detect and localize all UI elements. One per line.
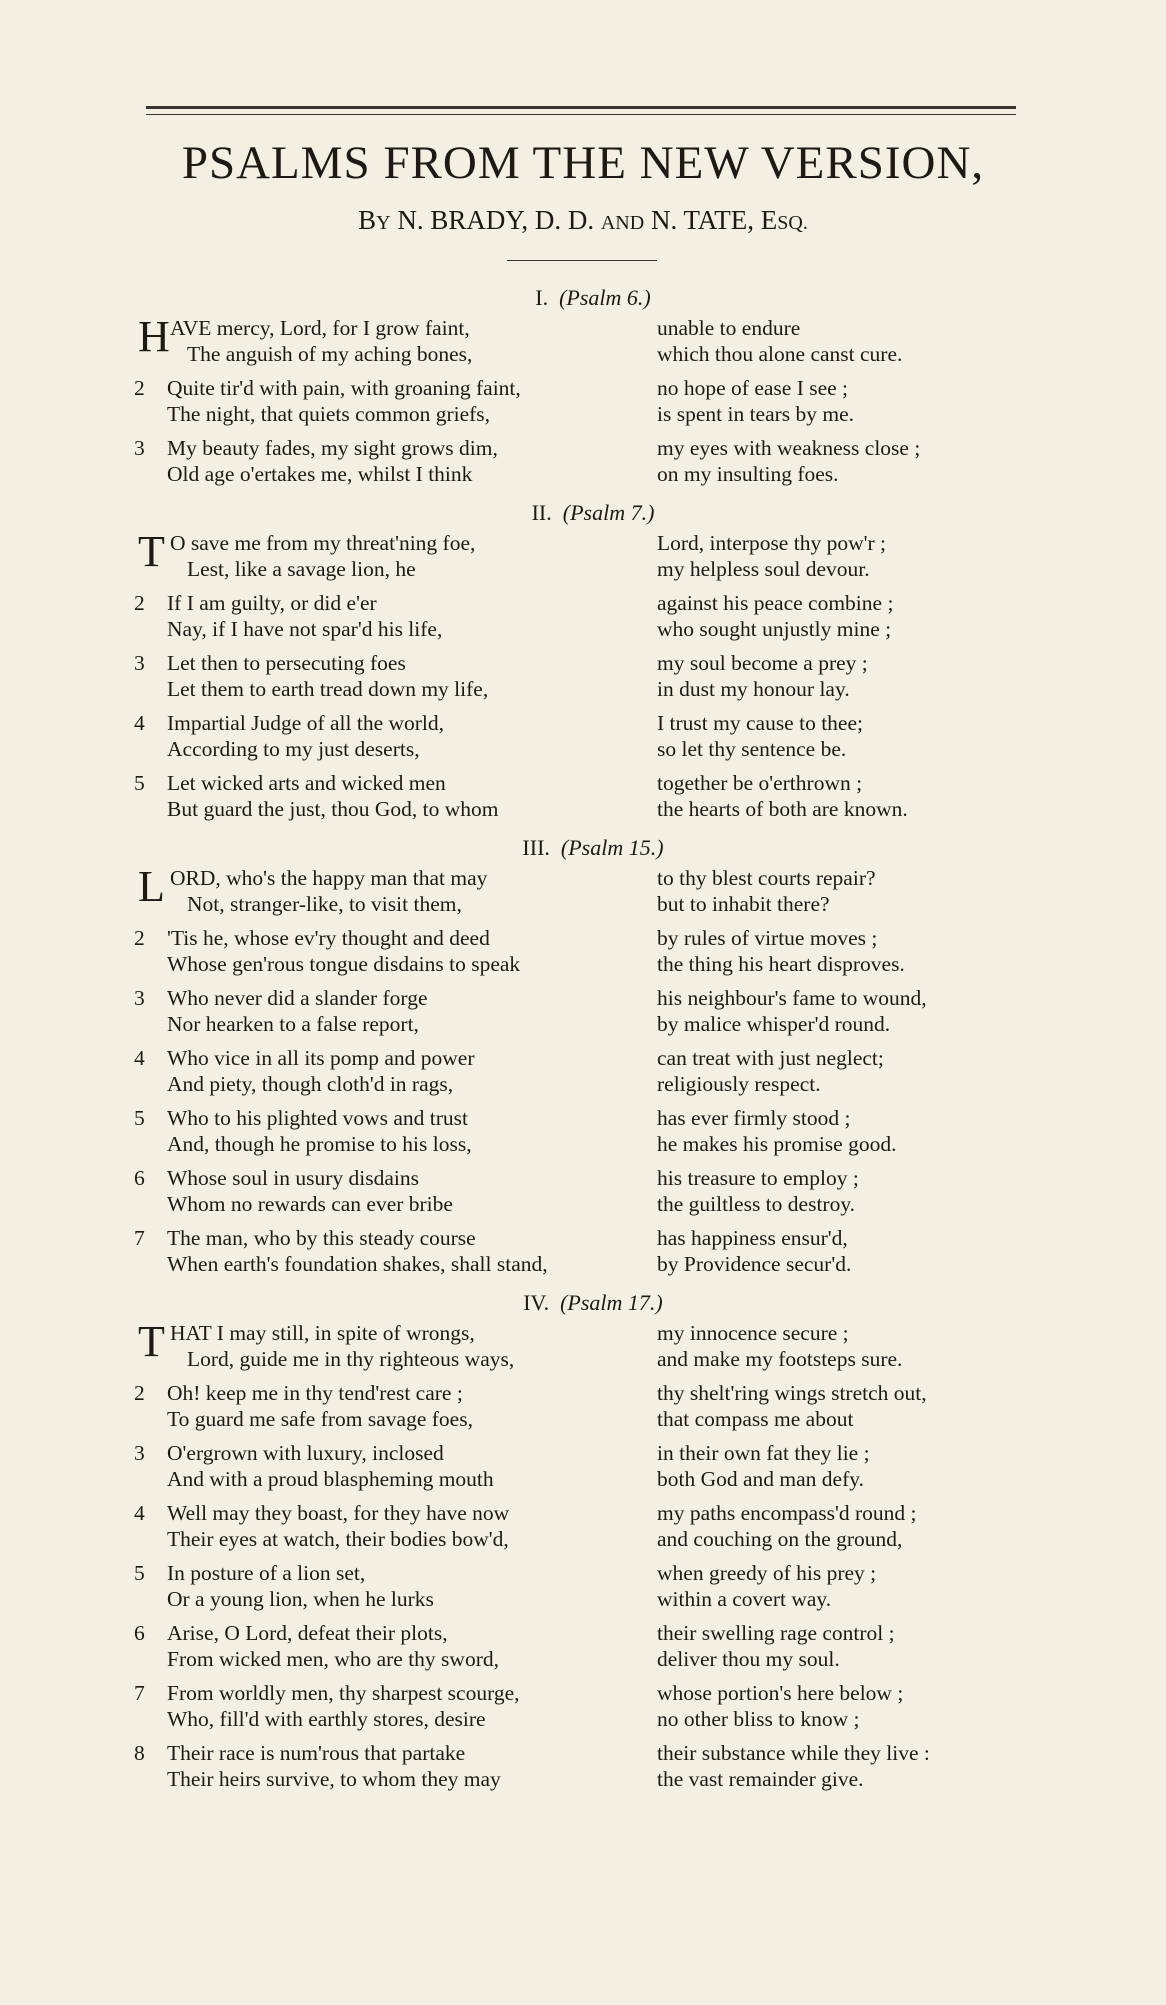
verse-number: 5 — [134, 771, 145, 795]
verse-text-right: the thing his heart disproves. — [657, 952, 905, 976]
verse-line — [0, 1045, 1166, 1071]
verse-text-left: Their eyes at watch, their bodies bow'd, — [167, 1527, 509, 1551]
verse-text-right: I trust my cause to thee; — [657, 711, 863, 735]
verse-number: 8 — [134, 1741, 145, 1765]
psalm-heading — [0, 1285, 1166, 1320]
verse-text-right: their substance while they live : — [657, 1741, 930, 1765]
verse-line — [0, 401, 1166, 427]
psalm-reference: (Psalm 15.) — [560, 835, 664, 860]
verse-text-right: no other bliss to know ; — [657, 1707, 860, 1731]
verse-text-left: Their heirs survive, to whom they may — [167, 1767, 501, 1791]
verse-text-right: to thy blest courts repair? — [657, 866, 876, 890]
verse-number: 2 — [134, 1381, 145, 1405]
verse-text-left: And, though he promise to his loss, — [167, 1132, 472, 1156]
verse-text-right: both God and man defy. — [657, 1467, 864, 1491]
verse-line — [0, 1680, 1166, 1706]
verse-text-right: their swelling rage control ; — [657, 1621, 895, 1645]
verse-line — [0, 590, 1166, 616]
top-rule-thin — [146, 114, 1016, 115]
byline-author-tate: N. TATE, — [650, 205, 755, 235]
verse-text-left: Quite tir'd with pain, with groaning faint, — [167, 376, 521, 400]
verse-line — [0, 650, 1166, 676]
verse-text-left: Let then to persecuting foes — [167, 651, 406, 675]
verse — [0, 1440, 1166, 1492]
verse — [0, 1380, 1166, 1432]
verse-line — [0, 951, 1166, 977]
verse-text-left: Or a young lion, when he lurks — [167, 1587, 434, 1611]
verse-text-right: his neighbour's fame to wound, — [657, 986, 927, 1010]
verse — [0, 527, 1166, 582]
verse-text-left: O save me from my threat'ning foe, — [170, 531, 476, 555]
verse — [0, 312, 1166, 367]
verse — [0, 1560, 1166, 1612]
verse-text-right: but to inhabit there? — [657, 892, 830, 916]
verse-text-left: To guard me safe from savage foes, — [167, 1407, 473, 1431]
verse-text-right: my paths encompass'd round ; — [657, 1501, 917, 1525]
psalm-section — [0, 280, 1166, 487]
psalm-section — [0, 830, 1166, 1277]
verse-text-right: and couching on the ground, — [657, 1527, 903, 1551]
verse-text-right: whose portion's here below ; — [657, 1681, 904, 1705]
verse-line — [0, 1440, 1166, 1466]
verse — [0, 1045, 1166, 1097]
verse-line — [0, 1225, 1166, 1251]
verse-text-right: religiously respect. — [657, 1072, 821, 1096]
verse-line — [0, 1740, 1166, 1766]
drop-cap: H — [138, 312, 170, 361]
verse-line — [0, 1105, 1166, 1131]
verse-line — [0, 1165, 1166, 1191]
verse-text-left: HAT I may still, in spite of wrongs, — [170, 1321, 475, 1345]
verse-number: 7 — [134, 1226, 145, 1250]
verse-line — [0, 461, 1166, 487]
verse-line — [0, 1011, 1166, 1037]
verse-text-left: Arise, O Lord, defeat their plots, — [167, 1621, 448, 1645]
verse-text-right: his treasure to employ ; — [657, 1166, 859, 1190]
verse — [0, 1225, 1166, 1277]
verse — [0, 985, 1166, 1037]
verse-text-right: Lord, interpose thy pow'r ; — [657, 531, 886, 555]
psalm-numeral: IV. — [523, 1290, 550, 1315]
verse-text-right: in their own fat they lie ; — [657, 1441, 870, 1465]
byline-by-rest: Y — [376, 212, 391, 234]
verse — [0, 1105, 1166, 1157]
verse-number: 5 — [134, 1561, 145, 1585]
title-divider — [507, 260, 657, 261]
psalm-reference: (Psalm 7.) — [562, 500, 655, 525]
page-title: PSALMS FROM THE NEW VERSION, — [181, 137, 985, 189]
verse-line — [0, 925, 1166, 951]
verse-line — [0, 1526, 1166, 1552]
psalm-heading — [0, 495, 1166, 530]
verse-line — [0, 1131, 1166, 1157]
verse-line — [0, 1500, 1166, 1526]
verse-text-right: my eyes with weakness close ; — [657, 436, 921, 460]
verse-text-right: when greedy of his prey ; — [657, 1561, 877, 1585]
verse-line — [0, 1251, 1166, 1277]
psalm-reference: (Psalm 6.) — [559, 285, 651, 310]
verse-text-left: Let wicked arts and wicked men — [167, 771, 446, 795]
byline-by-initial: B — [358, 205, 377, 235]
verse-text-left: When earth's foundation shakes, shall stand, — [167, 1252, 548, 1276]
byline-author-brady: N. BRADY, D. D. — [397, 205, 595, 235]
psalm-numeral: III. — [522, 835, 550, 860]
verse-line — [0, 736, 1166, 762]
verse-text-left: From worldly men, thy sharpest scourge, — [167, 1681, 520, 1705]
verse-line — [0, 1406, 1166, 1432]
verse-number: 4 — [134, 1501, 145, 1525]
verse-text-right: has ever firmly stood ; — [657, 1106, 851, 1130]
verse-text-right: by rules of virtue moves ; — [657, 926, 878, 950]
verse — [0, 650, 1166, 702]
verse-number: 6 — [134, 1166, 145, 1190]
verse-text-left: The anguish of my aching bones, — [187, 342, 473, 366]
verse-text-left: Let them to earth tread down my life, — [167, 677, 489, 701]
verse-text-right: my helpless soul devour. — [657, 557, 870, 581]
verse-text-left: 'Tis he, whose ev'ry thought and deed — [167, 926, 490, 950]
verse-number: 3 — [134, 436, 145, 460]
drop-cap: T — [138, 1317, 165, 1366]
drop-cap: T — [138, 527, 165, 576]
verse-number: 4 — [134, 711, 145, 735]
verse — [0, 1620, 1166, 1672]
verse-text-right: that compass me about — [657, 1407, 854, 1431]
verse-text-right: within a covert way. — [657, 1587, 832, 1611]
verse-text-right: no hope of ease I see ; — [657, 376, 849, 400]
verse-text-right: together be o'erthrown ; — [657, 771, 863, 795]
verse-line — [0, 1766, 1166, 1792]
verse-text-right: the vast remainder give. — [657, 1767, 864, 1791]
verse-text-right: on my insulting foes. — [657, 462, 839, 486]
verse-text-left: If I am guilty, or did e'er — [167, 591, 377, 615]
verse-text-right: he makes his promise good. — [657, 1132, 897, 1156]
verse-text-left: Lest, like a savage lion, he — [187, 557, 416, 581]
verse-text-right: has happiness ensur'd, — [657, 1226, 848, 1250]
verse-text-left: Well may they boast, for they have now — [167, 1501, 510, 1525]
psalm-section — [0, 495, 1166, 822]
verse-text-right: unable to endure — [657, 316, 801, 340]
verse — [0, 1680, 1166, 1732]
verse-text-right: so let thy sentence be. — [657, 737, 847, 761]
verse-line — [0, 1646, 1166, 1672]
top-rule-thick — [146, 106, 1016, 109]
verse-text-right: and make my footsteps sure. — [657, 1347, 903, 1371]
verse-text-left: Nor hearken to a false report, — [167, 1012, 419, 1036]
verse-line — [0, 891, 1166, 917]
psalm-numeral: I. — [535, 285, 549, 310]
verse-text-left: Nay, if I have not spar'd his life, — [167, 617, 443, 641]
verse-line — [0, 1071, 1166, 1097]
verse-text-left: Who to his plighted vows and trust — [167, 1106, 468, 1130]
verse-number: 5 — [134, 1106, 145, 1130]
verse-line — [0, 435, 1166, 461]
verse — [0, 435, 1166, 487]
verse-number: 7 — [134, 1681, 145, 1705]
verse-text-left: Who, fill'd with earthly stores, desire — [167, 1707, 486, 1731]
verse-text-left: Who never did a slander forge — [167, 986, 428, 1010]
verse-text-left: Not, stranger-like, to visit them, — [187, 892, 462, 916]
verse-text-left: The man, who by this steady course — [167, 1226, 476, 1250]
verse — [0, 925, 1166, 977]
psalm-numeral: II. — [531, 500, 552, 525]
verse-number: 2 — [134, 591, 145, 615]
verse-text-right: in dust my honour lay. — [657, 677, 850, 701]
verse-text-left: O'ergrown with luxury, inclosed — [167, 1441, 444, 1465]
verse-text-right: against his peace combine ; — [657, 591, 894, 615]
psalm-heading — [0, 280, 1166, 315]
verse-line — [0, 1706, 1166, 1732]
verse-text-right: by malice whisper'd round. — [657, 1012, 891, 1036]
verse — [0, 710, 1166, 762]
verse — [0, 1165, 1166, 1217]
verse-text-left: Who vice in all its pomp and power — [167, 1046, 475, 1070]
verse-text-right: thy shelt'ring wings stretch out, — [657, 1381, 927, 1405]
verse-line — [0, 1380, 1166, 1406]
verse-line — [0, 1466, 1166, 1492]
verse-text-left: My beauty fades, my sight grows dim, — [167, 436, 498, 460]
verse-number: 3 — [134, 1441, 145, 1465]
verse-text-left: Whose soul in usury disdains — [167, 1166, 420, 1190]
verse-line — [0, 676, 1166, 702]
verse-text-right: by Providence secur'd. — [657, 1252, 852, 1276]
verse-text-right: is spent in tears by me. — [657, 402, 855, 426]
verse-text-left: Impartial Judge of all the world, — [167, 711, 445, 735]
verse-text-left: But guard the just, thou God, to whom — [167, 797, 499, 821]
verse-number: 2 — [134, 376, 145, 400]
verse-text-left: From wicked men, who are thy sword, — [167, 1647, 499, 1671]
verse — [0, 1317, 1166, 1372]
verse-text-left: AVE mercy, Lord, for I grow faint, — [170, 316, 470, 340]
verse-line — [0, 341, 1166, 367]
verse-line — [0, 1586, 1166, 1612]
verse-line — [0, 1560, 1166, 1586]
verse-number: 3 — [134, 651, 145, 675]
verse-text-left: And piety, though cloth'd in rags, — [167, 1072, 454, 1096]
verse-line — [0, 796, 1166, 822]
verse-text-left: And with a proud blaspheming mouth — [167, 1467, 494, 1491]
verse-text-right: the guiltless to destroy. — [657, 1192, 856, 1216]
byline-and: AND — [600, 212, 645, 234]
verse-line — [0, 710, 1166, 736]
verse-text-right: which thou alone canst cure. — [657, 342, 903, 366]
verse-text-right: can treat with just neglect; — [657, 1046, 884, 1070]
psalm-section — [0, 1285, 1166, 1792]
verse-text-left: Oh! keep me in thy tend'rest care ; — [167, 1381, 463, 1405]
verse — [0, 1500, 1166, 1552]
verse-text-right: who sought unjustly mine ; — [657, 617, 892, 641]
verse-text-left: According to my just deserts, — [167, 737, 420, 761]
verse — [0, 375, 1166, 427]
verse — [0, 590, 1166, 642]
verse — [0, 770, 1166, 822]
verse-line — [0, 616, 1166, 642]
verse — [0, 1740, 1166, 1792]
verse-line — [0, 556, 1166, 582]
verse-text-left: In posture of a lion set, — [167, 1561, 366, 1585]
verse-text-right: my innocence secure ; — [657, 1321, 849, 1345]
verse-line — [0, 1346, 1166, 1372]
verse-number: 2 — [134, 926, 145, 950]
psalm-reference: (Psalm 17.) — [560, 1290, 663, 1315]
verse-line — [0, 985, 1166, 1011]
verse-text-left: ORD, who's the happy man that may — [170, 866, 488, 890]
verse-line — [0, 1620, 1166, 1646]
verse-text-right: my soul become a prey ; — [657, 651, 868, 675]
psalms-content — [0, 280, 1166, 1800]
verse-line — [0, 770, 1166, 796]
verse-line — [0, 375, 1166, 401]
verse-number: 6 — [134, 1621, 145, 1645]
verse-number: 4 — [134, 1046, 145, 1070]
verse-text-left: Old age o'ertakes me, whilst I think — [167, 462, 473, 486]
psalm-heading — [0, 830, 1166, 865]
verse-text-left: Their race is num'rous that partake — [167, 1741, 466, 1765]
byline-esq-rest: SQ. — [777, 212, 808, 234]
verse-text-right: deliver thou my soul. — [657, 1647, 840, 1671]
verse-number: 3 — [134, 986, 145, 1010]
verse-text-left: Whom no rewards can ever bribe — [167, 1192, 453, 1216]
verse — [0, 862, 1166, 917]
verse-text-left: The night, that quiets common griefs, — [167, 402, 491, 426]
byline-esq-initial: E — [760, 205, 778, 235]
drop-cap: L — [138, 862, 165, 911]
verse-line — [0, 1191, 1166, 1217]
byline — [0, 207, 1166, 234]
verse-text-left: Whose gen'rous tongue disdains to speak — [167, 952, 521, 976]
verse-text-right: the hearts of both are known. — [657, 797, 908, 821]
verse-text-left: Lord, guide me in thy righteous ways, — [187, 1347, 515, 1371]
